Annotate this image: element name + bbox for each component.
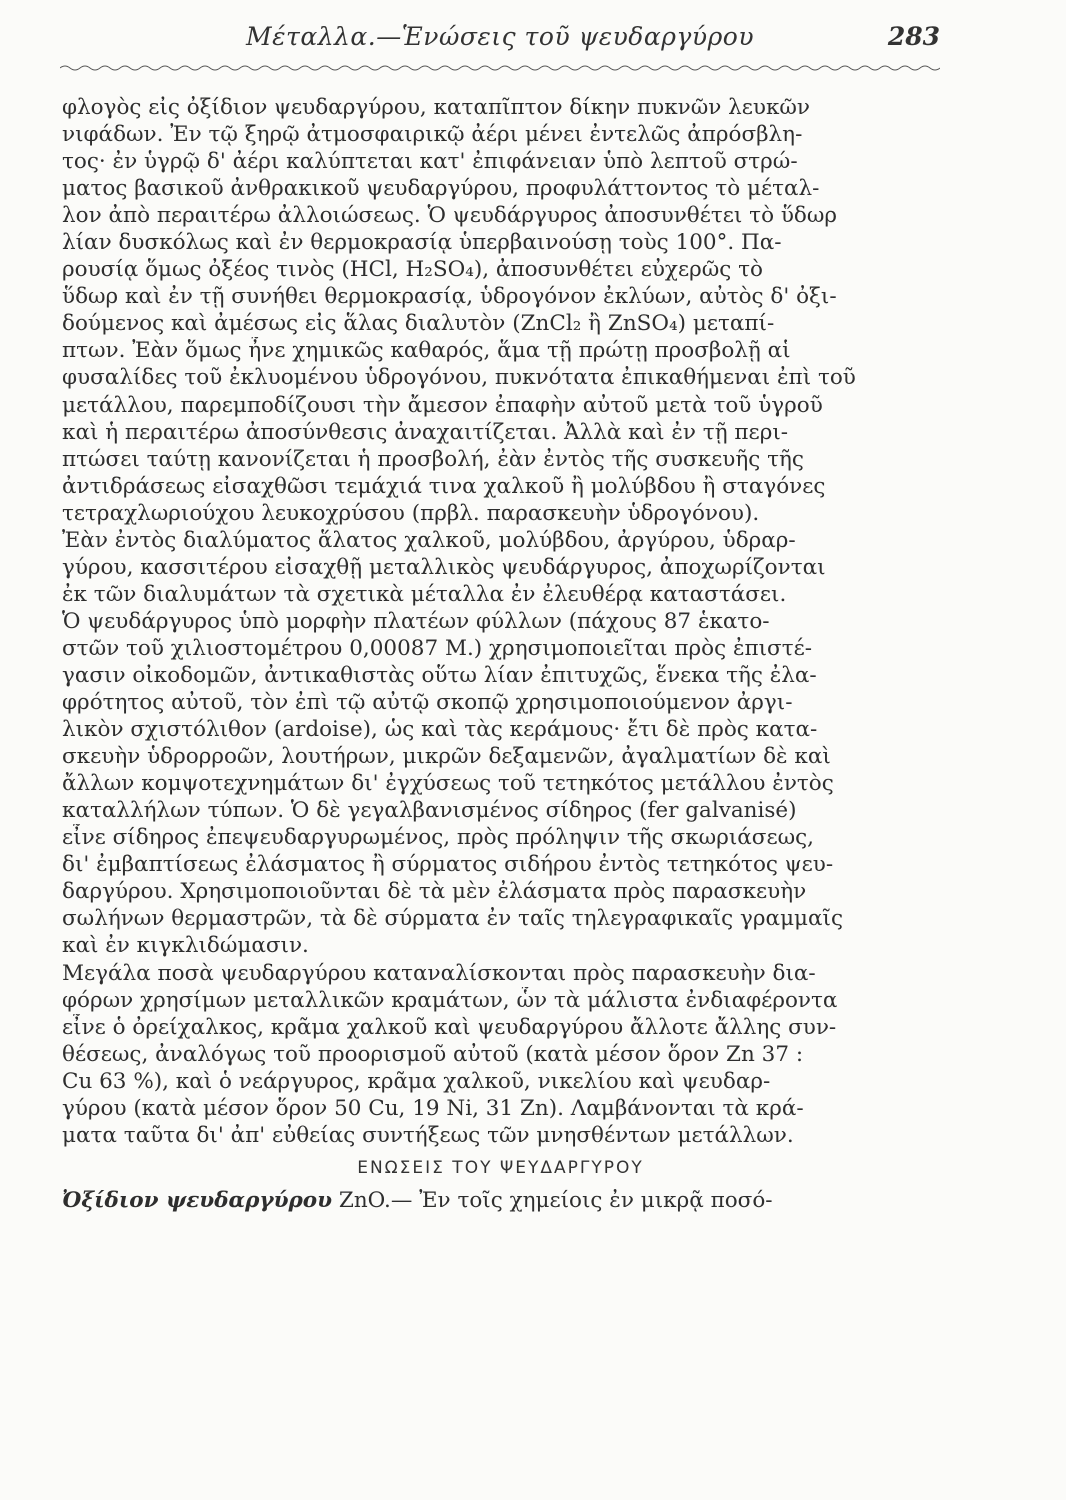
final-line-text: ZnO.— Ἐν τοῖς χημείοις ἐν μικρᾷ ποσό- (332, 1187, 773, 1213)
body-text (62, 94, 939, 1214)
text-line: τος· ἐν ὑγρῷ δ' ἀέρι καλύπτεται κατ' ἐπιφάνειαν ὑπὸ λεπτοῦ στρώ- (62, 149, 798, 175)
text-line: τετραχλωριούχου λευκοχρύσου (πρβλ. παρασκευὴν ὑδρογόνου). (62, 500, 760, 526)
text-line: θέσεως, ἀναλόγως τοῦ προορισμοῦ αὐτοῦ (κατὰ μέσον ὅρον Zn 37 : (62, 1041, 804, 1067)
text-line: δούμενος καὶ ἀμέσως εἰς ἅλας διαλυτὸν (ZnCl₂ ἢ ZnSO₄) μεταπί- (62, 311, 775, 337)
text-line: Μεγάλα ποσὰ ψευδαργύρου καταναλίσκονται πρὸς παρασκευὴν δια- (62, 960, 816, 986)
text-line: καταλλήλων τύπων. Ὁ δὲ γεγαλβανισμένος σίδηρος (fer galvanisé) (62, 798, 797, 824)
text-line: φρότητος αὐτοῦ, τὸν ἐπὶ τῷ αὐτῷ σκοπῷ χρησιμοποιούμενον ἀργι- (62, 690, 793, 716)
text-line: πτώσει ταύτῃ κανονίζεται ἡ προσβολή, ἐὰν ἐντὸς τῆς συσκευῆς τῆς (62, 446, 804, 472)
section-heading: ΕΝΩΣΕΙΣ ΤΟΥ ΨΕΥΔΑΡΓΥΡΟΥ (357, 1157, 644, 1178)
text-line: σωλήνων θερμαστρῶν, τὰ δὲ σύρματα ἐν ταῖς τηλεγραφικαῖς γραμμαῖς (62, 906, 844, 932)
term-heading: Ὀξίδιον ψευδαργύρου (62, 1187, 333, 1213)
text-line: ρουσίᾳ ὅμως ὀξέος τινὸς (HCl, H₂SO₄), ἀποσυνθέτει εὐχερῶς τὸ (62, 257, 763, 283)
page-header (60, 22, 940, 66)
text-line: φυσαλίδες τοῦ ἐκλυομένου ὑδρογόνου, πυκνότατα ἐπικαθήμεναι ἐπὶ τοῦ (62, 365, 856, 391)
text-line: φλογὸς εἰς ὀξίδιον ψευδαργύρου, καταπῖπτον δίκην πυκνῶν λευκῶν (62, 95, 811, 120)
text-line: εἶνε σίδηρος ἐπεψευδαργυρωμένος, πρὸς πρόληψιν τῆς σκωριάσεως, (62, 825, 815, 851)
text-line: Ἐὰν ἐντὸς διαλύματος ἅλατος χαλκοῦ, μολύβδου, ἀργύρου, ὑδραρ- (62, 527, 796, 553)
text-line: λικὸν σχιστόλιθον (ardoise), ὡς καὶ τὰς κεράμους· ἔτι δὲ πρὸς κατα- (62, 717, 818, 743)
text-line: λίαν δυσκόλως καὶ ἐν θερμοκρασίᾳ ὑπερβαινούσῃ τοὺς 100°. Πα- (62, 230, 782, 256)
text-line: καὶ ἐν κιγκλιδώμασιν. (62, 933, 309, 959)
text-line: στῶν τοῦ χιλιοστομέτρου 0,00087 Μ.) χρησιμοποιεῖται πρὸς ἐπιστέ- (62, 635, 813, 661)
final-text-line (62, 1187, 939, 1214)
text-line: σκευὴν ὑδρορροῶν, λουτήρων, μικρῶν δεξαμενῶν, ἀγαλματίων δὲ καὶ (62, 744, 831, 770)
text-line: νιφάδων. Ἐν τῷ ξηρῷ ἀτμοσφαιρικῷ ἀέρι μένει ἐντελῶς ἀπρόσβλη- (62, 122, 803, 148)
text-line: γασιν οἰκοδομῶν, ἀντικαθιστὰς οὕτω λίαν ἐπιτυχῶς, ἕνεκα τῆς ἐλα- (62, 662, 817, 688)
text-line: Cu 63 %), καὶ ὁ νεάργυρος, κρᾶμα χαλκοῦ, νικελίου καὶ ψευδαρ- (62, 1068, 771, 1094)
text-line: δαργύρου. Χρησιμοποιοῦνται δὲ τὰ μὲν ἐλάσματα πρὸς παρασκευὴν (62, 879, 807, 905)
text-line: γύρου, κασσιτέρου εἰσαχθῇ μεταλλικὸς ψευδάργυρος, ἀποχωρίζονται (62, 554, 826, 580)
text-line: Ὁ ψευδάργυρος ὑπὸ μορφὴν πλατέων φύλλων (πάχους 87 ἑκατο- (62, 608, 770, 634)
text-line: γύρου (κατὰ μέσον ὅρον 50 Cu, 19 Ni, 31 Zn). Λαμβάνονται τὰ κρά- (62, 1095, 804, 1121)
text-line: εἶνε ὁ ὀρείχαλκος, κρᾶμα χαλκοῦ καὶ ψευδαργύρου ἄλλοτε ἄλλης συν- (62, 1014, 837, 1040)
running-title: Μέταλλα.—Ἑνώσεις τοῦ ψευδαργύρου (245, 22, 755, 51)
text-line: ἀντιδράσεως εἰσαχθῶσι τεμάχιά τινα χαλκοῦ ἢ μολύβδου ἢ σταγόνες (62, 473, 826, 499)
text-line: ὕδωρ καὶ ἐν τῇ συνήθει θερμοκρασίᾳ, ὑδρογόνον ἐκλύων, αὐτὸς δ' ὀξι- (62, 284, 837, 310)
text-line: ἐκ τῶν διαλυμάτων τὰ σχετικὰ μέταλλα ἐν ἐλευθέρᾳ καταστάσει. (62, 581, 787, 607)
text-line: λον ἀπὸ περαιτέρω ἀλλοιώσεως. Ὁ ψευδάργυρος ἀποσυνθέτει τὸ ὕδωρ (62, 203, 838, 229)
text-line: φόρων χρησίμων μεταλλικῶν κραμάτων, ὧν τὰ μάλιστα ἐνδιαφέροντα (62, 987, 838, 1013)
text-line: καὶ ἡ περαιτέρω ἀποσύνθεσις ἀναχαιτίζεται. Ἀλλὰ καὶ ἐν τῇ περι- (62, 419, 789, 445)
text-line: ἄλλων κομψοτεχνημάτων δι' ἐγχύσεως τοῦ τετηκότος μετάλλου ἐντὸς (62, 771, 834, 797)
header-wavy-rule (60, 62, 940, 74)
text-line: πτων. Ἐὰν ὅμως ἦνε χημικῶς καθαρός, ἅμα τῇ πρώτῃ προσβολῇ αἱ (62, 338, 791, 364)
page-number: 283 (887, 22, 940, 51)
text-line: μετάλλου, παρεμποδίζουσι τὴν ἄμεσον ἐπαφὴν αὐτοῦ μετὰ τοῦ ὑγροῦ (62, 392, 823, 418)
text-line: ματα ταῦτα δι' ἀπ' εὐθείας συντήξεως τῶν μνησθέντων μετάλλων. (62, 1122, 794, 1148)
text-line: δι' ἐμβαπτίσεως ἐλάσματος ἢ σύρματος σιδήρου ἐντὸς τετηκότος ψευ- (62, 852, 834, 878)
text-line: ματος βασικοῦ ἀνθρακικοῦ ψευδαργύρου, προφυλάττοντος τὸ μέταλ- (62, 176, 820, 202)
